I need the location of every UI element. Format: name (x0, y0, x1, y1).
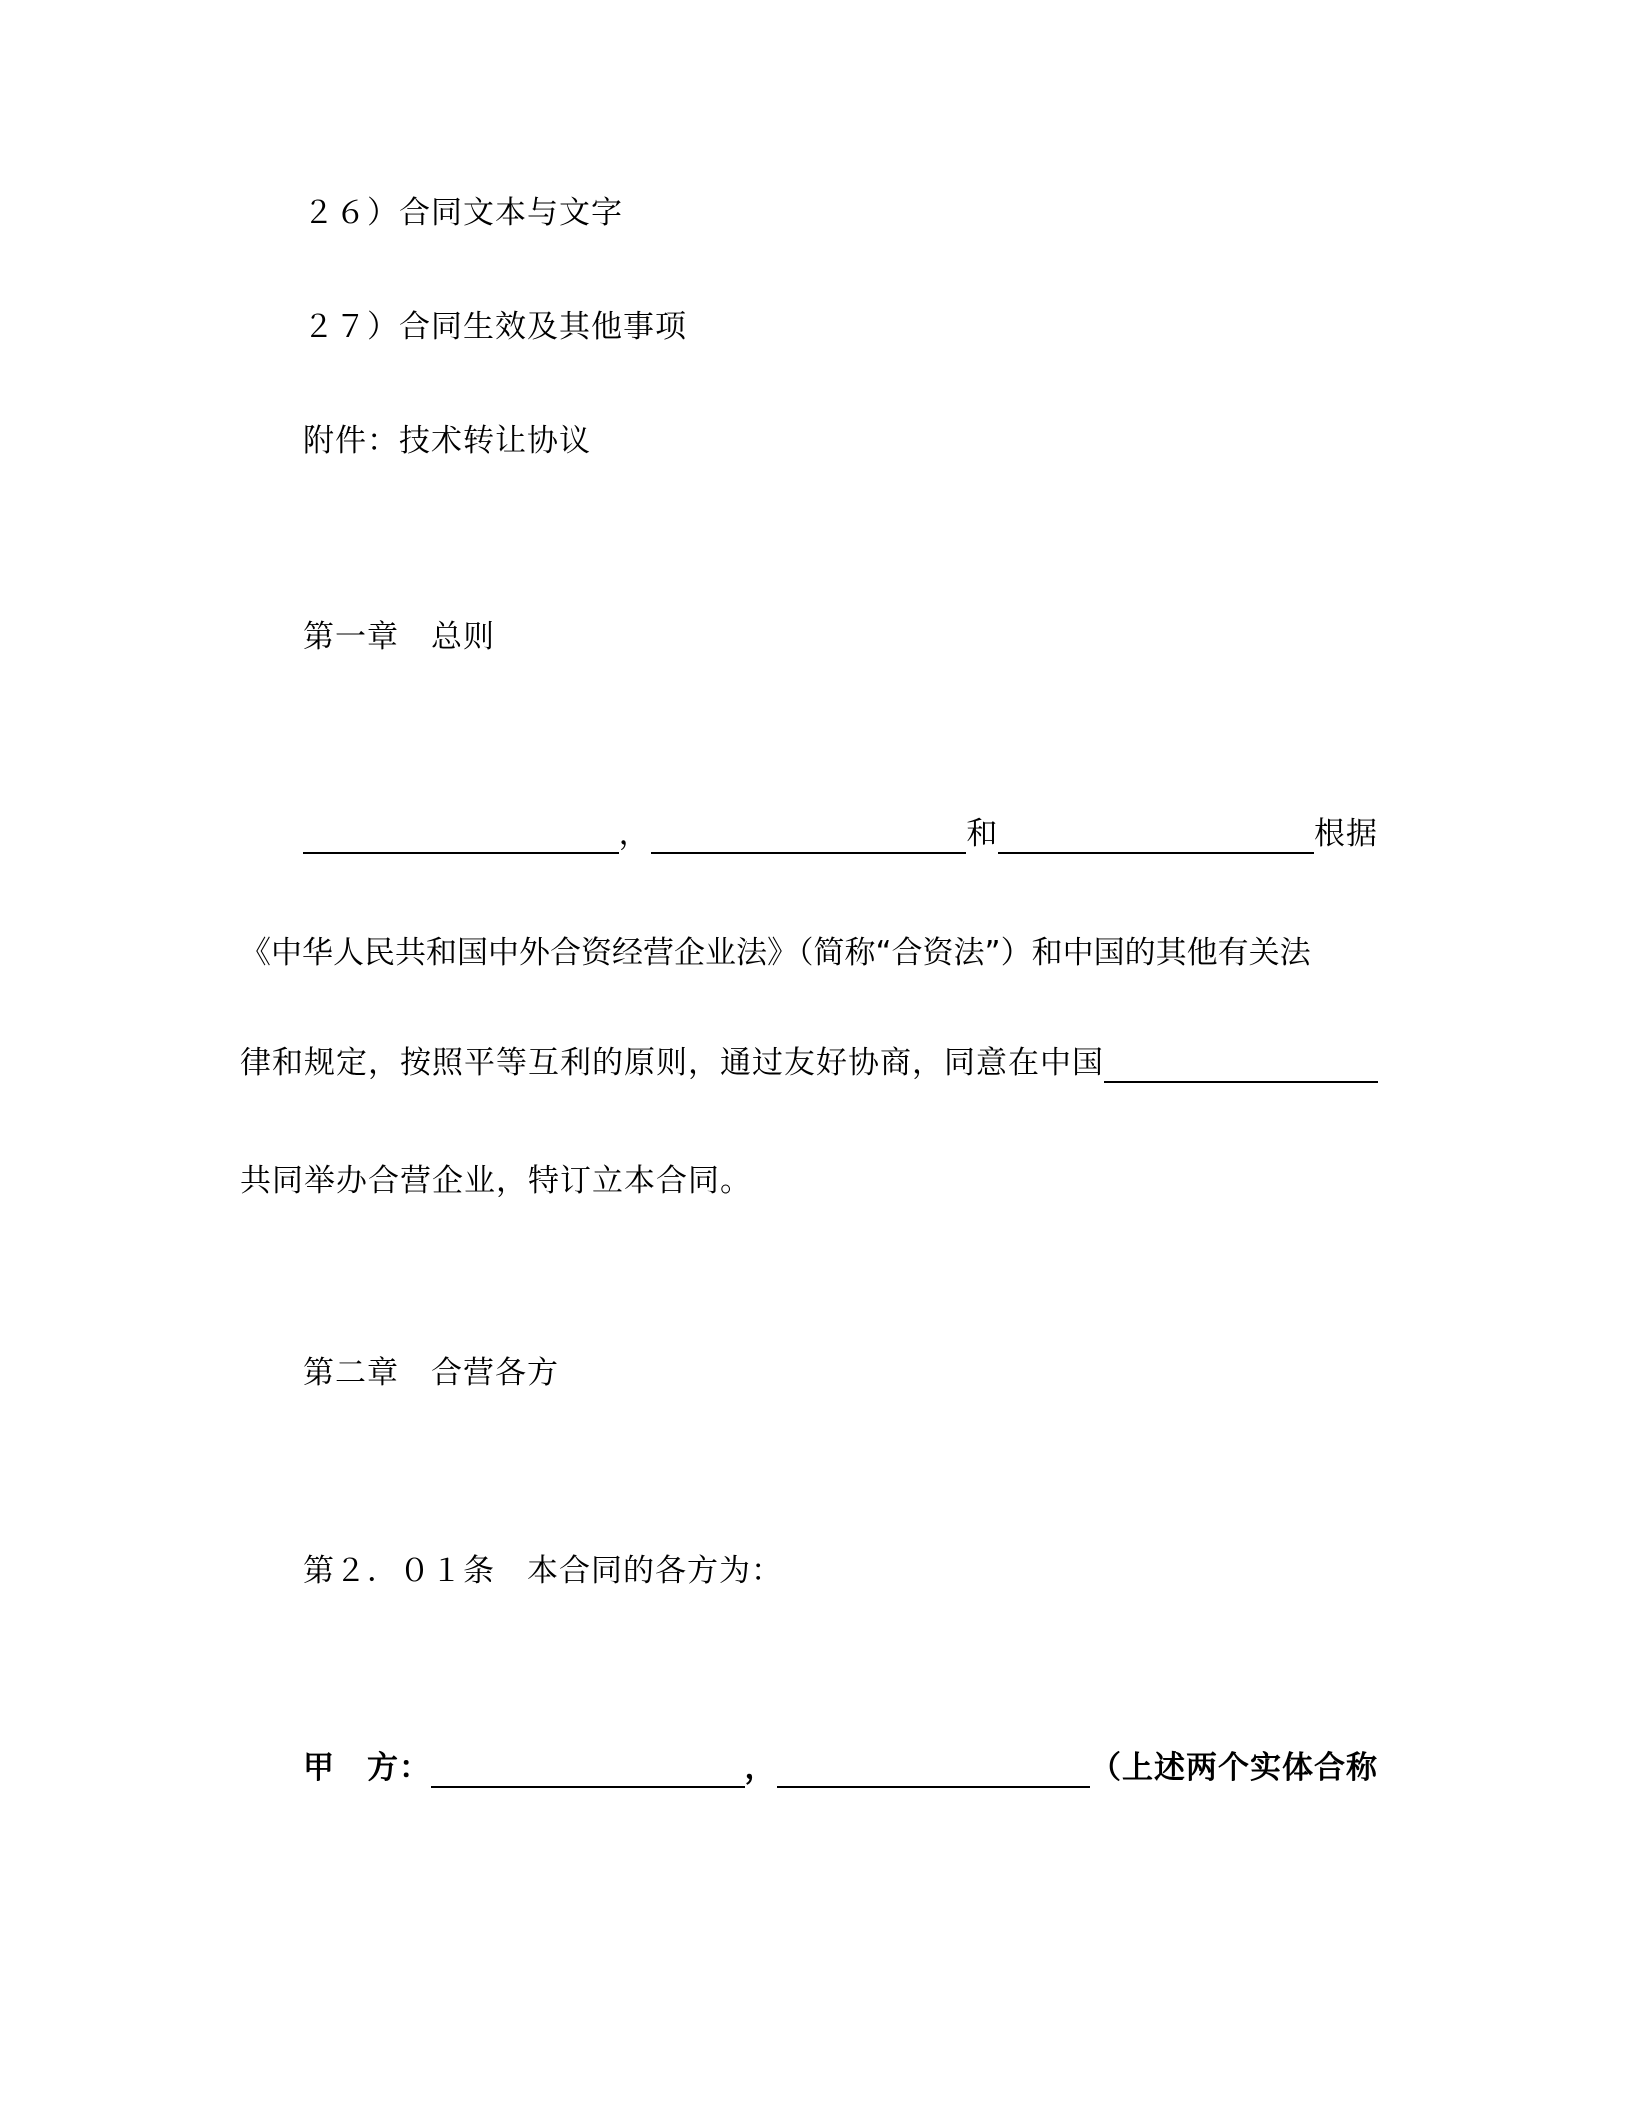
chapter2-title: 合营各方 (431, 1355, 559, 1391)
party-a-label: 甲 方： (303, 1750, 431, 1786)
blank-party-a-1[interactable] (431, 1756, 745, 1788)
and-word: 和 (966, 816, 999, 852)
article-2-01 (303, 1551, 783, 1591)
party-a-note: （上述两个实体合称 (1090, 1750, 1378, 1786)
party-a-line (303, 1748, 1378, 1788)
article-number: 第２．０１条 (303, 1553, 495, 1589)
chapter1-paragraph-line2: 《中华人民共和国中外合资经营企业法》（简称“合资法”）和中国的其他有关法 (240, 935, 1311, 971)
chapter2-number: 第二章 (303, 1355, 399, 1391)
blank-party-3[interactable] (998, 822, 1314, 854)
toc-item-27: ２７）合同生效及其他事项 (303, 309, 687, 345)
comma-separator: ， (618, 816, 651, 852)
chapter1-number: 第一章 (303, 619, 399, 655)
paragraph-line3-text: 律和规定，按照平等互利的原则，通过友好协商，同意在中国 (240, 1045, 1104, 1081)
blank-party-1[interactable] (303, 822, 619, 854)
chapter2-heading (303, 1353, 559, 1393)
toc-appendix: 附件：技术转让协议 (303, 423, 591, 459)
basis-word: 根据 (1314, 816, 1379, 852)
chapter1-title: 总则 (431, 619, 495, 655)
blank-party-2[interactable] (651, 822, 967, 854)
chapter1-paragraph-line1 (303, 814, 1378, 854)
party-a-separator: ， (744, 1750, 777, 1786)
chapter1-heading (303, 617, 495, 657)
chapter1-paragraph-line3 (240, 1043, 1378, 1083)
blank-party-a-2[interactable] (777, 1756, 1091, 1788)
chapter1-paragraph-line4: 共同举办合营企业，特订立本合同。 (240, 1163, 752, 1199)
blank-location[interactable] (1104, 1051, 1378, 1083)
toc-item-26: ２６）合同文本与文字 (303, 195, 623, 231)
article-text: 本合同的各方为： (527, 1553, 783, 1589)
